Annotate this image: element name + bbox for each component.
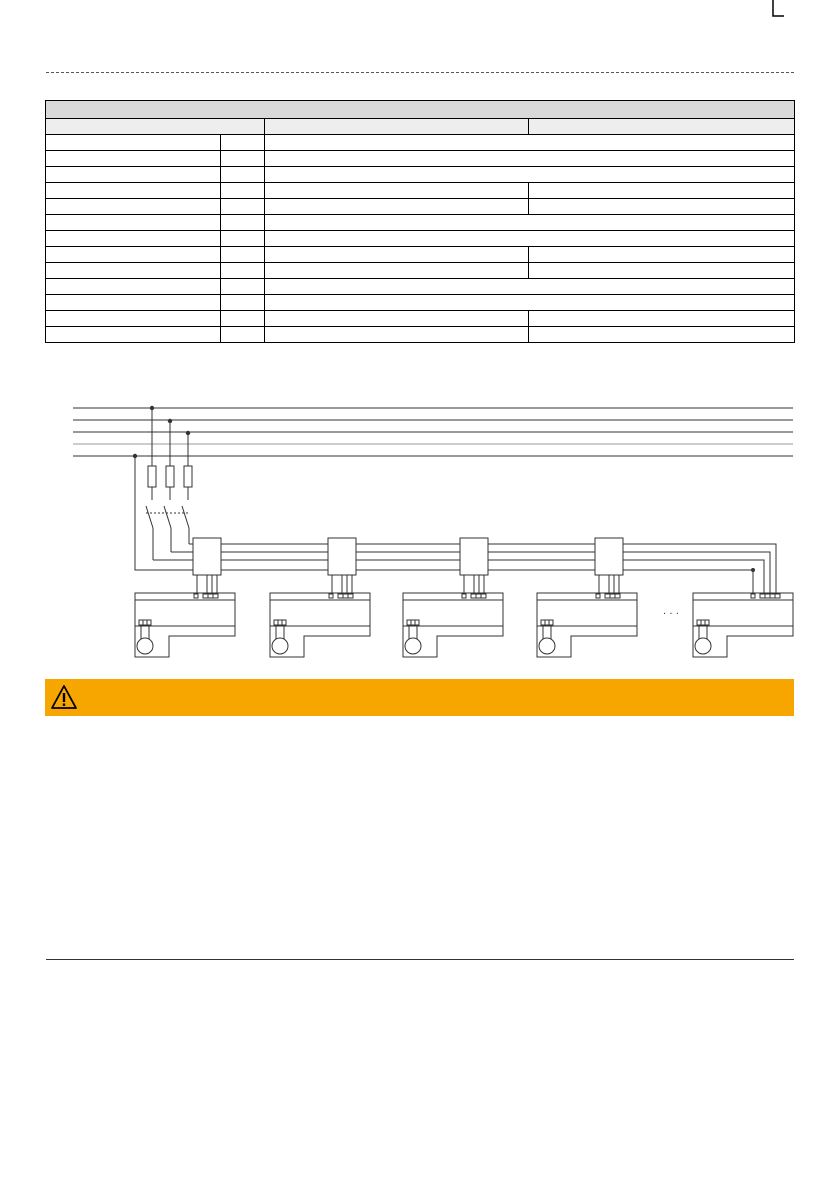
- terminal: [471, 594, 476, 598]
- motor-terminal: [541, 620, 545, 625]
- motor-symbol: [405, 638, 421, 654]
- table-row: [46, 279, 795, 295]
- table-cell: [46, 327, 221, 343]
- continuation-ellipsis: · · ·: [663, 609, 679, 620]
- table-cell: [265, 215, 795, 231]
- table-cell: [221, 311, 265, 327]
- junction-dots: [133, 406, 755, 572]
- terminal: [348, 594, 353, 598]
- motor-terminal: [701, 620, 705, 625]
- table-title-cell: [46, 101, 795, 119]
- drive-units: [135, 538, 793, 657]
- table-cell: [265, 167, 795, 183]
- table-cell: [265, 295, 795, 311]
- terminal: [343, 594, 348, 598]
- table-cell: [529, 311, 795, 327]
- fuse: [184, 466, 192, 487]
- table-cell: [46, 295, 221, 311]
- table-cell: [221, 199, 265, 215]
- table-cell: [265, 311, 529, 327]
- table-cell: [221, 327, 265, 343]
- page-corner-mark: [772, 0, 784, 17]
- table-cell: [221, 151, 265, 167]
- table-cell: [265, 151, 795, 167]
- table-row: [46, 231, 795, 247]
- terminal: [605, 594, 610, 598]
- table-cell: [529, 327, 795, 343]
- terminal: [208, 594, 213, 598]
- terminal: [615, 594, 620, 598]
- fuse: [148, 466, 156, 487]
- motor-terminal: [147, 620, 151, 625]
- table-cell: [529, 199, 795, 215]
- table-cell: [265, 263, 529, 279]
- terminal: [770, 594, 775, 598]
- table-row: [46, 247, 795, 263]
- terminal: [476, 594, 481, 598]
- table-title-row: [46, 101, 795, 119]
- warning-bar: [45, 679, 794, 716]
- table-cell: [265, 247, 529, 263]
- table-header-row: [46, 119, 795, 135]
- distribution-box: [595, 538, 623, 575]
- terminal: [338, 594, 343, 598]
- table-cell: [221, 231, 265, 247]
- distribution-box: [460, 538, 488, 575]
- table-cell: [46, 215, 221, 231]
- table-row: [46, 183, 795, 199]
- table-cell: [265, 279, 795, 295]
- terminal: [765, 594, 770, 598]
- table-cell: [46, 167, 221, 183]
- table-row: [46, 135, 795, 151]
- terminal: [203, 594, 208, 598]
- table-cell: [221, 167, 265, 183]
- fuse: [166, 466, 174, 487]
- table-cell: [46, 199, 221, 215]
- table-row: [46, 263, 795, 279]
- motor-terminal: [415, 620, 419, 625]
- terminal: [596, 594, 600, 598]
- terminal: [760, 594, 765, 598]
- terminal: [329, 594, 333, 598]
- table-cell: [529, 183, 795, 199]
- table-cell: [221, 215, 265, 231]
- motor-terminal: [411, 620, 415, 625]
- table-cell: [265, 231, 795, 247]
- terminal: [194, 594, 198, 598]
- motor-symbol: [272, 638, 288, 654]
- motor-terminal: [143, 620, 147, 625]
- table-row: [46, 199, 795, 215]
- distribution-box: [193, 538, 221, 575]
- table-row: [46, 295, 795, 311]
- table-cell: [529, 263, 795, 279]
- table-cell: [265, 135, 795, 151]
- motor-terminal: [549, 620, 553, 625]
- table-cell: [221, 247, 265, 263]
- table-cell: [529, 247, 795, 263]
- table-row: [46, 151, 795, 167]
- motor-terminal: [407, 620, 411, 625]
- table-row: [46, 167, 795, 183]
- terminal: [462, 594, 466, 598]
- fuses: [148, 408, 192, 500]
- motor-terminal: [705, 620, 709, 625]
- table-cell: [46, 263, 221, 279]
- table-cell: [265, 183, 529, 199]
- table-cell: [46, 311, 221, 327]
- wiring-diagram: [0, 380, 839, 670]
- terminal: [775, 594, 780, 598]
- table-row: [46, 327, 795, 343]
- motor-symbol: [137, 638, 153, 654]
- motor-terminal: [545, 620, 549, 625]
- table-cell: [46, 151, 221, 167]
- table-cell: [46, 231, 221, 247]
- table-row: [46, 215, 795, 231]
- motor-terminal: [278, 620, 282, 625]
- motor-symbol: [695, 638, 711, 654]
- table-row: [46, 311, 795, 327]
- motor-terminal: [274, 620, 278, 625]
- header-dashed-rule: [46, 72, 794, 73]
- table-cell: [221, 295, 265, 311]
- footer-rule: [46, 959, 794, 960]
- table-cell: [221, 135, 265, 151]
- table-header-cell: [529, 119, 795, 135]
- table-cell: [265, 327, 529, 343]
- motor-terminal: [697, 620, 701, 625]
- motor-terminal: [139, 620, 143, 625]
- table-cell: [46, 135, 221, 151]
- table-cell: [221, 263, 265, 279]
- table-cell: [221, 279, 265, 295]
- table-cell: [46, 279, 221, 295]
- bus-lines: [135, 456, 776, 594]
- warning-triangle-icon: [50, 684, 78, 711]
- table-cell: [221, 183, 265, 199]
- distribution-box: [328, 538, 356, 575]
- table-cell: [46, 183, 221, 199]
- motor-symbol: [539, 638, 555, 654]
- motor-terminal: [282, 620, 286, 625]
- terminal: [610, 594, 615, 598]
- terminal: [481, 594, 486, 598]
- table-cell: [265, 199, 529, 215]
- terminal: [213, 594, 218, 598]
- table-cell: [46, 247, 221, 263]
- terminal: [751, 594, 755, 598]
- table-header-cell: [265, 119, 529, 135]
- supply-lines: [73, 408, 793, 456]
- spec-table: [45, 100, 795, 343]
- table-header-cell: [46, 119, 265, 135]
